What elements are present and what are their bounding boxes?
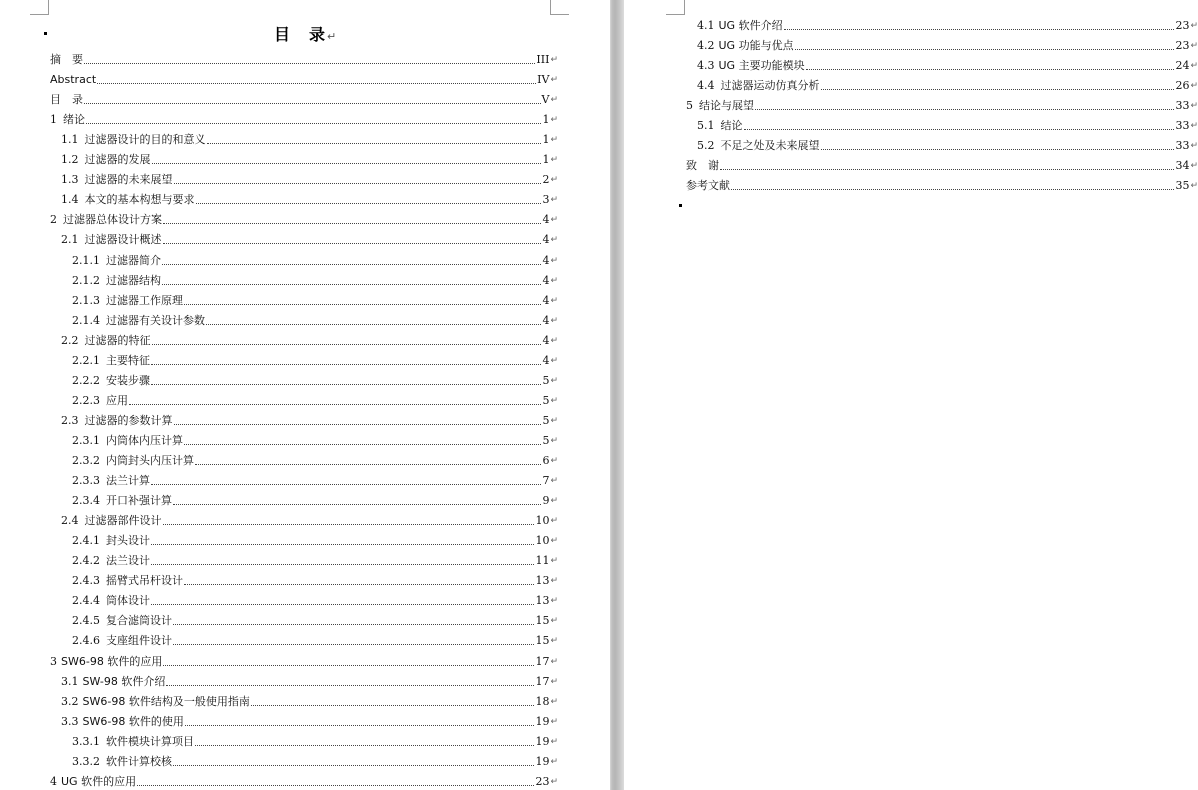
dot-leader — [744, 128, 1175, 130]
paragraph-mark-icon: ↵ — [550, 195, 558, 206]
dot-leader — [184, 583, 534, 585]
toc-entry-label: 法兰设计 — [106, 554, 150, 568]
toc-entry-label: 过滤器设计的目的和意义 — [84, 133, 206, 147]
paragraph-mark-icon: ↵ — [550, 556, 558, 567]
toc-entry-label: 支座组件设计 — [106, 634, 172, 648]
toc-entry-page-number: 1 — [542, 153, 550, 167]
toc-entry[interactable] — [61, 131, 558, 147]
paragraph-mark-icon: ↵ — [550, 115, 558, 126]
toc-entry[interactable] — [72, 492, 558, 508]
toc-entry[interactable] — [61, 191, 558, 207]
paragraph-mark-icon: ↵ — [550, 676, 558, 687]
paragraph-mark-icon: ↵ — [550, 275, 558, 286]
paragraph-mark-icon: ↵ — [550, 315, 558, 326]
toc-entry[interactable] — [72, 292, 558, 308]
toc-entry-page-number: 3 — [542, 193, 550, 207]
toc-entry-number: 2.1.1 — [72, 253, 100, 267]
toc-entry-number: 2.4.4 — [72, 594, 100, 608]
paragraph-mark-icon: ↵ — [550, 295, 558, 306]
dot-leader — [152, 162, 542, 164]
toc-entry-page-number: 4 — [542, 273, 550, 287]
toc-entry-page-number: 33 — [1175, 119, 1190, 133]
toc-entry-number: 2.3.2 — [72, 454, 100, 467]
toc-entry[interactable] — [72, 632, 558, 648]
toc-entry-number: 5.2 — [697, 139, 715, 153]
toc-entry-label: 摘 要 — [50, 53, 83, 66]
paragraph-mark-icon: ↵ — [550, 576, 558, 587]
paragraph-mark-icon: ↵ — [550, 696, 558, 707]
toc-entry[interactable] — [72, 612, 558, 628]
crop-mark-top-right — [550, 0, 569, 15]
dot-leader — [151, 483, 541, 485]
toc-entry-label: 过滤器的未来展望 — [84, 173, 173, 187]
toc-entry-label: 过滤器设计概述 — [84, 233, 162, 247]
paragraph-bullet — [44, 32, 47, 35]
toc-entry-page-number: 34 — [1175, 159, 1190, 173]
toc-entry-number: 2.2 — [61, 333, 79, 347]
toc-entry-number: 2.2.3 — [72, 393, 100, 407]
toc-entry-page-number: 23 — [1175, 39, 1190, 53]
toc-entry-label: 软件模块计算项目 — [106, 734, 194, 748]
dot-leader — [166, 684, 534, 686]
toc-title-char-2: 录 — [309, 25, 327, 44]
paragraph-mark-icon: ↵ — [550, 235, 558, 246]
toc-entry[interactable] — [72, 392, 558, 408]
paragraph-mark-icon: ↵ — [550, 716, 558, 727]
toc-entry-label: SW-98 软件介绍 — [82, 674, 166, 688]
paragraph-mark-icon: ↵ — [550, 135, 558, 146]
toc-entry-label: 目 录 — [50, 93, 83, 107]
toc-entry[interactable] — [72, 372, 558, 388]
dot-leader — [173, 764, 534, 766]
paragraph-mark-icon: ↵ — [550, 616, 558, 627]
toc-entry-number: 2.2.1 — [72, 353, 100, 367]
toc-entry-label: 结论与展望 — [699, 99, 754, 113]
toc-entry-page-number: 15 — [535, 634, 550, 648]
toc-entry-number: 3.1 — [61, 674, 79, 688]
paragraph-mark-icon: ↵ — [1190, 81, 1198, 92]
toc-entry-page-number: 35 — [1175, 179, 1190, 193]
toc-entry-page-number: 4 — [542, 253, 550, 267]
toc-entry-number: 2.1.4 — [72, 313, 100, 327]
toc-entry-label: 应用 — [106, 393, 128, 407]
toc-entry[interactable] — [72, 432, 558, 448]
toc-entry-number: 3 — [50, 654, 57, 668]
toc-entry-number: 4.2 — [697, 39, 715, 53]
toc-entry-number: 5.1 — [697, 119, 715, 133]
toc-entry-label: 过滤器的特征 — [84, 333, 151, 347]
dot-leader — [151, 363, 541, 365]
dot-leader — [184, 443, 541, 445]
toc-entry[interactable] — [50, 71, 558, 87]
toc-entry-label: 主要特征 — [106, 353, 150, 367]
toc-entry-page-number: 13 — [535, 574, 550, 588]
dot-leader — [152, 343, 542, 345]
toc-entry-label: 过滤器总体设计方案 — [63, 213, 162, 227]
toc-entry-label: 过滤器有关设计参数 — [106, 313, 205, 327]
toc-entry-page-number: 1 — [542, 133, 550, 147]
toc-entry-label: 过滤器部件设计 — [84, 514, 162, 528]
toc-entry[interactable] — [50, 91, 558, 107]
dot-leader — [174, 423, 542, 425]
toc-entry[interactable] — [61, 693, 558, 709]
toc-entry-number: 3.3.1 — [72, 734, 100, 748]
toc-entry-page-number: IV — [537, 73, 550, 87]
toc-entry-page-number: 19 — [535, 714, 550, 728]
toc-entry-label: 开口补强计算 — [106, 494, 172, 508]
paragraph-mark-icon: ↵ — [550, 375, 558, 386]
toc-entry[interactable] — [61, 231, 558, 247]
toc-entry-number: 1.3 — [61, 173, 79, 187]
toc-entry-number: 4 — [50, 774, 57, 788]
dot-leader — [151, 603, 534, 605]
paragraph-mark-icon: ↵ — [550, 656, 558, 667]
toc-entry[interactable] — [72, 352, 558, 368]
dot-leader — [163, 222, 541, 224]
toc-entry[interactable] — [72, 272, 558, 288]
toc-entry-page-number: 5 — [542, 433, 550, 447]
toc-entry-page-number: 13 — [535, 594, 550, 608]
toc-entry-number: 2.4.2 — [72, 554, 100, 568]
toc-entry-page-number: 4 — [542, 333, 550, 347]
crop-mark-top-left — [30, 0, 49, 15]
toc-entry[interactable] — [686, 177, 1198, 193]
toc-entry-label: 内筒封头内压计算 — [106, 454, 194, 467]
toc-entry-page-number: 23 — [535, 774, 550, 788]
toc-entry-page-number: 9 — [542, 494, 550, 508]
toc-entry-page-number: 4 — [542, 313, 550, 327]
dot-leader — [795, 48, 1175, 50]
paragraph-mark-icon: ↵ — [550, 636, 558, 647]
toc-entry[interactable] — [72, 312, 558, 328]
toc-entry[interactable] — [72, 753, 558, 769]
toc-entry-number: 2.3 — [61, 413, 79, 427]
toc-entry-label: SW6-98 软件结构及一般使用指南 — [82, 694, 250, 708]
toc-entry-label: 致 谢 — [686, 159, 719, 173]
paragraph-mark-icon: ↵ — [1190, 121, 1198, 132]
toc-entry-page-number: 10 — [535, 534, 550, 548]
toc-entry-label: UG 软件的应用 — [61, 774, 137, 788]
toc-entry-page-number: 18 — [535, 694, 550, 708]
paragraph-mark-icon: ↵ — [550, 736, 558, 747]
toc-entry[interactable] — [697, 17, 1198, 33]
toc-entry-page-number: 4 — [542, 213, 550, 227]
toc-entry[interactable] — [50, 773, 558, 789]
toc-entry-page-number: 33 — [1175, 139, 1190, 153]
toc-entry-page-number: 23 — [1175, 19, 1190, 32]
toc-entry-page-number: 33 — [1175, 99, 1190, 113]
paragraph-bullet — [679, 204, 682, 207]
toc-entry-page-number: 4 — [542, 293, 550, 307]
toc-entry-label: 过滤器的参数计算 — [84, 413, 173, 427]
toc-entry[interactable] — [50, 51, 558, 67]
toc-entry-label: UG 功能与优点 — [718, 39, 794, 53]
dot-leader — [151, 383, 541, 385]
toc-entry-page-number: 4 — [542, 353, 550, 367]
toc-entry-page-number: 15 — [535, 614, 550, 628]
toc-entry-label: 不足之处及未来展望 — [720, 139, 820, 153]
dot-leader — [137, 784, 534, 786]
toc-entry-number: 2.4.6 — [72, 634, 100, 648]
toc-entry-page-number: 1 — [542, 113, 550, 127]
toc-entry-label: 筒体设计 — [106, 594, 150, 608]
toc-entry-number: 2.3.1 — [72, 433, 100, 447]
toc-entry-label: SW6-98 软件的应用 — [61, 654, 163, 668]
paragraph-mark-icon: ↵ — [550, 175, 558, 186]
toc-entry[interactable] — [72, 572, 558, 588]
toc-entry-page-number: III — [536, 53, 550, 66]
toc-entry-label: 过滤器运动仿真分析 — [720, 79, 820, 93]
toc-entry-label: 复合滤筒设计 — [106, 614, 172, 628]
toc-entry[interactable] — [697, 137, 1198, 153]
paragraph-mark-icon: ↵ — [1190, 61, 1198, 72]
toc-entry-page-number: 2 — [542, 173, 550, 187]
paragraph-mark-icon: ↵ — [550, 536, 558, 547]
dot-leader — [84, 62, 535, 64]
dot-leader — [185, 724, 535, 726]
dot-leader — [86, 122, 541, 124]
toc-entry-number: 2.1.3 — [72, 293, 100, 307]
dot-leader — [173, 503, 541, 505]
toc-entry-page-number: 26 — [1175, 79, 1190, 93]
dot-leader — [806, 68, 1175, 70]
toc-entry[interactable] — [50, 211, 558, 227]
dot-leader — [195, 744, 534, 746]
toc-entry[interactable] — [697, 37, 1198, 53]
toc-entry[interactable] — [50, 653, 558, 669]
toc-entry-label: 过滤器工作原理 — [106, 293, 183, 307]
toc-entry[interactable] — [697, 77, 1198, 93]
toc-entry-label: 过滤器的发展 — [84, 153, 151, 167]
toc-entry-label: 结论 — [720, 119, 743, 133]
dot-leader — [821, 148, 1175, 150]
toc-entry-page-number: 5 — [542, 393, 550, 407]
document-page-right — [624, 0, 1197, 790]
toc-entry-number: 1.1 — [61, 133, 79, 147]
toc-entry-number: 3.2 — [61, 694, 79, 708]
dot-leader — [784, 28, 1175, 30]
toc-entry[interactable] — [61, 412, 558, 428]
paragraph-mark-icon: ↵ — [550, 435, 558, 446]
toc-entry-label: 封头设计 — [106, 534, 150, 548]
dot-leader — [151, 563, 534, 565]
toc-entry-number: 2.3.3 — [72, 474, 100, 488]
toc-entry-number: 2.4.3 — [72, 574, 100, 588]
dot-leader — [196, 202, 542, 204]
paragraph-mark-icon: ↵ — [550, 395, 558, 406]
dot-leader — [173, 623, 534, 625]
toc-entry-page-number: 19 — [535, 754, 550, 768]
paragraph-mark-icon: ↵ — [550, 155, 558, 166]
dot-leader — [206, 323, 541, 325]
toc-title-char-1: 目 — [274, 25, 292, 44]
toc-entry-number: 1 — [50, 113, 57, 127]
toc-entry[interactable] — [72, 552, 558, 568]
toc-entry-label: UG 软件介绍 — [718, 19, 783, 32]
toc-entry-page-number: 17 — [535, 654, 550, 668]
toc-entry-number: 2.3.4 — [72, 494, 100, 508]
toc-entry[interactable] — [61, 151, 558, 167]
paragraph-mark-icon: ↵ — [1190, 141, 1198, 152]
toc-entry-page-number: 11 — [535, 554, 550, 568]
toc-entry-label: 本文的基本构想与要求 — [84, 193, 195, 207]
dot-leader — [162, 263, 541, 265]
dot-leader — [755, 108, 1174, 110]
toc-entry-label: SW6-98 软件的使用 — [82, 714, 184, 728]
toc-entry-page-number: 5 — [542, 373, 550, 387]
paragraph-mark-icon: ↵ — [550, 75, 558, 86]
toc-entry[interactable] — [72, 252, 558, 268]
toc-entry[interactable] — [61, 512, 558, 528]
dot-leader — [163, 242, 542, 244]
toc-entry-label: Abstract — [50, 73, 97, 87]
toc-entry-page-number: 10 — [535, 514, 550, 528]
paragraph-mark-icon: ↵ — [1190, 181, 1198, 192]
dot-leader — [174, 182, 542, 184]
toc-entry-page-number: 4 — [542, 233, 550, 247]
toc-entry-number: 4.4 — [697, 79, 715, 93]
toc-entry-number: 3.3.2 — [72, 754, 100, 768]
toc-entry-number: 1.4 — [61, 193, 79, 207]
dot-leader — [163, 664, 534, 666]
paragraph-mark-icon: ↵ — [1190, 21, 1198, 31]
paragraph-mark-icon: ↵ — [550, 415, 558, 426]
toc-entry-label: 内筒体内压计算 — [106, 433, 183, 447]
toc-entry[interactable] — [61, 673, 558, 689]
toc-entry[interactable] — [61, 332, 558, 348]
paragraph-mark-icon: ↵ — [550, 756, 558, 767]
paragraph-mark-icon: ↵ — [327, 30, 338, 43]
toc-entry-label: 安装步骤 — [106, 373, 150, 387]
dot-leader — [195, 463, 541, 465]
toc-entry-page-number: 6 — [542, 454, 550, 467]
dot-leader — [173, 643, 534, 645]
toc-entry-number: 2.4 — [61, 514, 79, 528]
toc-entry-number: 3.3 — [61, 714, 79, 728]
paragraph-mark-icon: ↵ — [550, 215, 558, 226]
paragraph-mark-icon: ↵ — [1190, 161, 1198, 172]
toc-entry[interactable] — [72, 532, 558, 548]
toc-entry-label: UG 主要功能模块 — [718, 59, 805, 73]
dot-leader — [720, 168, 1174, 170]
toc-entry-label: 法兰计算 — [106, 474, 150, 488]
toc-entry[interactable] — [72, 452, 558, 468]
toc-entry[interactable] — [72, 733, 558, 749]
dot-leader — [84, 102, 541, 104]
toc-entry[interactable] — [697, 57, 1198, 73]
toc-entry-number: 2 — [50, 213, 57, 227]
toc-entry-number: 2.4.1 — [72, 534, 100, 548]
toc-entry[interactable] — [686, 97, 1198, 113]
toc-entry-number: 4.3 — [697, 59, 715, 73]
paragraph-mark-icon: ↵ — [550, 355, 558, 366]
paragraph-mark-icon: ↵ — [550, 516, 558, 527]
toc-entry-page-number: 19 — [535, 734, 550, 748]
toc-entry-number: 2.2.2 — [72, 373, 100, 387]
paragraph-mark-icon: ↵ — [550, 95, 558, 106]
toc-entry[interactable] — [61, 713, 558, 729]
dot-leader — [162, 283, 541, 285]
toc-entry[interactable] — [72, 472, 558, 488]
paragraph-mark-icon: ↵ — [550, 496, 558, 507]
paragraph-mark-icon: ↵ — [550, 476, 558, 487]
paragraph-mark-icon: ↵ — [550, 335, 558, 346]
toc-entry[interactable] — [686, 157, 1198, 173]
toc-entry-number: 1.2 — [61, 153, 79, 167]
toc-entry-page-number: V — [541, 93, 550, 107]
toc-entry-label: 参考文献 — [686, 179, 730, 193]
toc-entry-number: 5 — [686, 99, 693, 113]
page-gutter — [610, 0, 624, 790]
dot-leader — [163, 523, 535, 525]
crop-mark-top-left — [666, 0, 685, 15]
dot-leader — [251, 704, 535, 706]
dot-leader — [731, 188, 1174, 190]
toc-entry-label: 过滤器简介 — [106, 253, 161, 267]
dot-leader — [129, 403, 541, 405]
toc-entry-number: 2.1.2 — [72, 273, 100, 287]
dot-leader — [207, 142, 542, 144]
toc-entry-number: 2.1 — [61, 233, 79, 247]
toc-entry-label: 摇臂式吊杆设计 — [106, 574, 183, 588]
toc-entry-label: 过滤器结构 — [106, 273, 161, 287]
toc-entry-page-number: 5 — [542, 413, 550, 427]
paragraph-mark-icon: ↵ — [550, 55, 558, 65]
toc-entry-label: 绪论 — [63, 113, 85, 127]
dot-leader — [97, 82, 536, 84]
paragraph-mark-icon: ↵ — [550, 596, 558, 607]
paragraph-mark-icon: ↵ — [1190, 41, 1198, 52]
toc-entry-number: 4.1 — [697, 19, 715, 32]
toc-entry[interactable] — [72, 592, 558, 608]
toc-entry-number: 2.4.5 — [72, 614, 100, 628]
toc-entry-page-number: 17 — [535, 674, 550, 688]
toc-entry-label: 软件计算校核 — [106, 754, 172, 768]
toc-entry[interactable] — [61, 171, 558, 187]
paragraph-mark-icon: ↵ — [550, 776, 558, 787]
paragraph-mark-icon: ↵ — [550, 456, 558, 466]
dot-leader — [151, 543, 534, 545]
paragraph-mark-icon: ↵ — [550, 255, 558, 266]
toc-entry[interactable] — [50, 111, 558, 127]
paragraph-mark-icon: ↵ — [1190, 101, 1198, 112]
toc-entry-page-number: 24 — [1175, 59, 1190, 73]
dot-leader — [184, 303, 541, 305]
toc-title — [274, 22, 337, 45]
toc-entry-page-number: 7 — [542, 474, 550, 488]
toc-entry[interactable] — [697, 117, 1198, 133]
dot-leader — [821, 88, 1175, 90]
